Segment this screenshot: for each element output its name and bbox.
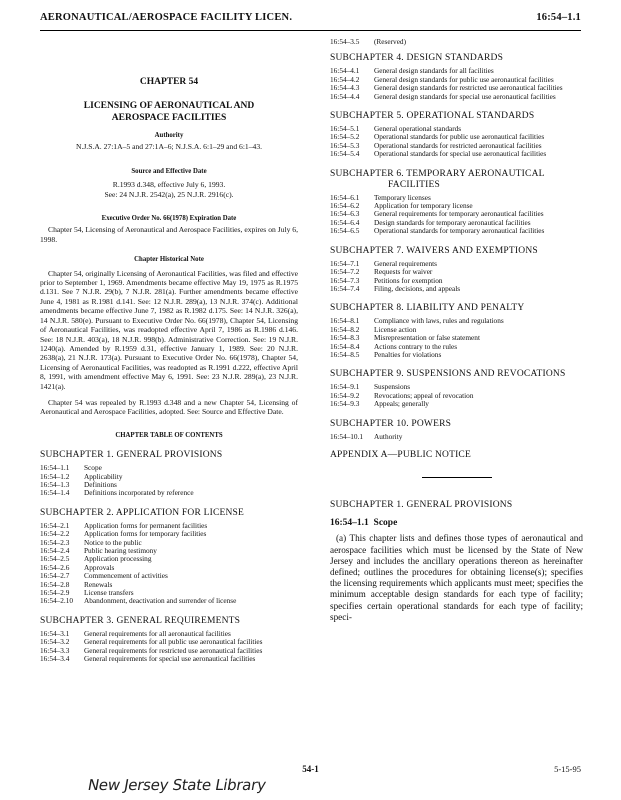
section-heading-number: 16:54–1.1: [330, 517, 369, 528]
list-item: [40, 473, 298, 481]
running-header: [40, 12, 581, 26]
toc-subchapter-6-list: [330, 194, 583, 236]
section-title: License action: [374, 324, 417, 334]
toc-subchapter-1-title: SUBCHAPTER 1. GENERAL PROVISIONS: [40, 450, 223, 461]
section-title: Misrepresentation or false statement: [374, 333, 480, 343]
list-item: [330, 317, 583, 325]
source-heading: Source and Effective Date: [131, 167, 207, 175]
toc-subchapter-4-title: SUBCHAPTER 4. DESIGN STANDARDS: [330, 53, 504, 64]
section-number: 16:54–3.5: [330, 37, 360, 46]
section-number: 16:54–6.3: [330, 209, 360, 219]
section-number: 16:54–6.4: [330, 217, 360, 227]
section-number: 16:54–3.1: [40, 628, 70, 638]
library-stamp: New Jersey State Library: [86, 776, 268, 794]
section-title: Revocations; appeal of revocation: [374, 390, 474, 400]
section-title: (Reserved): [374, 37, 407, 46]
section-number: 16:54–2.1: [40, 520, 70, 530]
section-title: Operational standards for public use aeronautical facilities: [374, 132, 545, 142]
section-number: 16:54–8.1: [330, 316, 360, 326]
toc-subchapter-1-list: [40, 464, 298, 498]
section-title: Compliance with laws, rules and regulations: [374, 316, 504, 326]
section-number: 16:54–4.2: [330, 74, 360, 84]
section-number: 16:54–1.1: [40, 463, 70, 473]
section-number: 16:54–6.1: [330, 192, 360, 202]
executive-order-heading: Executive Order No. 66(1978) Expiration Date: [101, 215, 237, 223]
toc-subchapter-9-title: SUBCHAPTER 9. SUSPENSIONS AND REVOCATIONS: [330, 369, 566, 380]
section-title: Penalties for violations: [374, 349, 442, 359]
section-number: 16:54–8.3: [330, 333, 360, 343]
executive-order-text: Chapter 54, Licensing of Aeronautical and Aerospace Facilities, expires on July 6, 1998.: [40, 225, 298, 244]
section-title: General requirements: [374, 258, 438, 268]
list-item: [40, 655, 298, 663]
left-column: [40, 38, 298, 663]
list-item: [330, 227, 583, 235]
section-title: General design standards for special use aeronautical facilities: [374, 91, 556, 101]
list-item: [40, 547, 298, 555]
toc-subchapter-5-title: SUBCHAPTER 5. OPERATIONAL STANDARDS: [330, 111, 535, 122]
section-number: 16:54–6.5: [330, 226, 360, 236]
toc-subchapter-4-list: [330, 67, 583, 101]
list-item: [40, 530, 298, 538]
section-title: Approvals: [84, 562, 115, 572]
section-title: Notice to the public: [84, 537, 142, 547]
section-number: 16:54–9.3: [330, 399, 360, 409]
section-number: 16:54–2.10: [40, 596, 74, 606]
historical-note-heading: Chapter Historical Note: [134, 256, 204, 264]
page-date: 5-15-95: [554, 764, 581, 774]
section-number: 16:54–1.2: [40, 471, 70, 481]
header-section-number: 16:54–1.1: [536, 12, 581, 23]
section-title: General design standards for all facilities: [374, 66, 494, 76]
section-title: Application for temporary license: [374, 201, 473, 211]
header-title: AERONAUTICAL/AEROSPACE FACILITY LICEN.: [40, 12, 293, 23]
list-item: [40, 489, 298, 497]
toc-subchapter-7-list: [330, 260, 583, 294]
section-number: 16:54–9.1: [330, 382, 360, 392]
toc-subchapter-7-title: SUBCHAPTER 7. WAIVERS AND EXEMPTIONS: [330, 245, 538, 256]
list-item: [330, 150, 583, 158]
right-column: [330, 38, 583, 623]
toc-subchapter-10-title: SUBCHAPTER 10. POWERS: [330, 418, 452, 429]
section-body-text: (a) This chapter lists and defines those types of aeronautical and aerospace facilities which must be licensed by the State of New Jersey and includes the ancillary operations thereon as hereinafter defined; outlines the procedures for obtaining license(s); specifies the licensing requirements which applicants must meet; specifies the minimum acceptable design standards for each type of facility; specifies certain operational standards for each type of facility; speci-: [330, 533, 583, 622]
section-number: 16:54–2.8: [40, 579, 70, 589]
chapter-number: CHAPTER 54: [139, 77, 199, 87]
section-title: Operational standards for restricted aeronautical facilities: [374, 140, 542, 150]
section-number: 16:54–4.1: [330, 66, 360, 76]
section-number: 16:54–3.2: [40, 637, 70, 647]
list-item: [330, 93, 583, 101]
list-item: [330, 260, 583, 268]
section-title: General requirements for all aeronautical facilities: [84, 628, 231, 638]
header-rule: [40, 30, 581, 31]
section-title: Scope: [84, 463, 102, 473]
toc-heading: CHAPTER TABLE OF CONTENTS: [115, 431, 223, 439]
section-number: 16:54–5.3: [330, 140, 360, 150]
list-item: [40, 555, 298, 563]
section-number: 16:54–9.2: [330, 390, 360, 400]
section-title: Suspensions: [374, 382, 411, 392]
section-title: General requirements for temporary aeronautical facilities: [374, 209, 544, 219]
section-number: 16:54–5.1: [330, 124, 360, 134]
section-number: 16:54–2.2: [40, 529, 70, 539]
section-number: 16:54–2.9: [40, 588, 70, 598]
toc-subchapter-3-title: SUBCHAPTER 3. GENERAL REQUIREMENTS: [40, 615, 241, 626]
section-number: 16:54–7.1: [330, 258, 360, 268]
section-title: Actions contrary to the rules: [374, 341, 458, 351]
list-item: [40, 564, 298, 572]
section-title: Application forms for permanent facilities: [84, 520, 208, 530]
chapter-title-line1: LICENSING OF AERONAUTICAL AND: [83, 101, 255, 111]
chapter-title-line2: AEROSPACE FACILITIES: [111, 113, 227, 123]
section-title: Definitions: [84, 479, 117, 489]
section-number: 16:54–3.3: [40, 645, 70, 655]
section-number: 16:54–3.4: [40, 654, 70, 664]
section-title: Authority: [374, 431, 403, 441]
toc-subchapter-8-title: SUBCHAPTER 8. LIABILITY AND PENALTY: [330, 303, 525, 314]
toc-subchapter-2-list: [40, 522, 298, 606]
section-number: 16:54–10.1: [330, 431, 364, 441]
section-number: 16:54–4.4: [330, 91, 360, 101]
section-title: General design standards for restricted use aeronautical facilities: [374, 83, 563, 93]
toc-subchapter-6-title: SUBCHAPTER 6. TEMPORARY AERONAUTICAL: [330, 168, 545, 179]
section-divider: [422, 477, 492, 478]
list-item: [330, 343, 583, 351]
section-number: 16:54–2.3: [40, 537, 70, 547]
section-number: 16:54–1.3: [40, 479, 70, 489]
section-title: Operational standards for special use aeronautical facilities: [374, 149, 547, 159]
section-title: Appeals; generally: [374, 399, 429, 409]
list-item: [40, 581, 298, 589]
section-title: Petitions for exemption: [374, 275, 443, 285]
toc-reserved-entry: [330, 38, 583, 46]
toc-subchapter-3-list: [40, 630, 298, 664]
section-title: Requests for waiver: [374, 267, 433, 277]
section-title: General operational standards: [374, 124, 462, 134]
list-item: [330, 433, 583, 441]
section-number: 16:54–2.7: [40, 571, 70, 581]
section-title: Filing, decisions, and appeals: [374, 283, 461, 293]
section-heading: [330, 519, 583, 528]
repeal-note-text: Chapter 54 was repealed by R.1993 d.348 and a new Chapter 54, Licensing of Aeronautical and Aerospace Facilities, adopted. See: Source and Effective Date.: [40, 397, 298, 417]
section-title: General design standards for public use aeronautical facilities: [374, 74, 554, 84]
list-item: [330, 351, 583, 359]
section-title: Commencement of activities: [84, 571, 168, 581]
section-number: 16:54–5.2: [330, 132, 360, 142]
section-number: 16:54–7.2: [330, 267, 360, 277]
toc-subchapter-9-list: [330, 383, 583, 408]
section-number: 16:54–8.5: [330, 349, 360, 359]
section-number: 16:54–6.2: [330, 201, 360, 211]
section-title: Applicability: [84, 471, 123, 481]
toc-subchapter-10-list: [330, 433, 583, 441]
list-item: [330, 400, 583, 408]
authority-text: N.J.S.A. 27:1A–5 and 27:1A–6; N.J.S.A. 6:1–29 and 6:1–43.: [75, 142, 263, 152]
section-number: 16:54–7.4: [330, 283, 360, 293]
section-number: 16:54–8.2: [330, 324, 360, 334]
section-title: Renewals: [84, 579, 113, 589]
section-heading-title: Scope: [373, 517, 398, 528]
section-title: Public hearing testimony: [84, 546, 157, 555]
section-title: Application processing: [84, 554, 152, 564]
list-item: [330, 38, 583, 46]
body-subchapter-1-title: SUBCHAPTER 1. GENERAL PROVISIONS: [330, 499, 513, 510]
list-item: [40, 464, 298, 472]
list-item: [330, 268, 583, 276]
section-title: Application forms for temporary facilities: [84, 529, 207, 539]
list-item: [40, 539, 298, 547]
section-title: Definitions incorporated by reference: [84, 488, 194, 498]
list-item: [40, 572, 298, 580]
historical-note-text: Chapter 54, originally Licensing of Aeronautical Facilities, was filed and effective prior to September 1, 1969. Amendments became effective May 19, 1975 as R.1975 d.131. See 7 N.J.R. 29(b), 7 N.J.R. 281(a). Further amendments became effective June 4, 1981 as R.1981 d.141. See: 12 N.J.R. 289(a), 13 N.J.R. 374(c). Additional amendments became effective June 7, 1982 as R.1982 d.175. See: 14 N.J.R. 326(a), 14 N.J.R. 580(e). Pursuant to Executive Order No. 66(1978), Chapter 54, Licensing of Aeronautical Facilities, was readopted effective April 7, 1986 as R.1986 d.146. See: 18 N.J.R. 403(a), 18 N.J.R. 998(b). Administrative Correction. See: 19 N.J.R. 1240(a). Amended by R.1959 d.31, effective January 1, 1989. See: 20 N.J.R. 2638(a), 21 N.J.R. 173(a). Pursuant to Executive Order No. 66(1978), Chapter 54, Licensing of Aeronautical Facilities, was readopted as R.1991 d.222, effective April 8, 1991, with amendment effective May 6, 1991. See: 23 N.J.R. 289(a), 23 N.J.R. 1421(a).: [40, 268, 298, 391]
section-title: Design standards for temporary aeronautical facilities: [374, 217, 531, 227]
section-number: 16:54–8.4: [330, 341, 360, 351]
section-title: Temporary licenses: [374, 192, 431, 202]
section-number: 16:54–2.4: [40, 546, 70, 555]
toc-subchapter-8-list: [330, 317, 583, 359]
section-title: Abandonment, deactivation and surrender of license: [84, 596, 237, 606]
toc-subchapter-2-title: SUBCHAPTER 2. APPLICATION FOR LICENSE: [40, 507, 245, 518]
section-title: General requirements for special use aeronautical facilities: [84, 654, 256, 664]
section-number: 16:54–2.6: [40, 562, 70, 572]
section-title: General requirements for all public use aeronautical facilities: [84, 637, 263, 647]
list-item: [40, 597, 298, 605]
authority-heading: Authority: [154, 132, 184, 139]
list-item: [330, 392, 583, 400]
section-number: 16:54–4.3: [330, 83, 360, 93]
toc-appendix-a: APPENDIX A—PUBLIC NOTICE: [330, 449, 471, 460]
section-title: General requirements for restricted use aeronautical facilities: [84, 645, 263, 655]
section-title: License transfers: [84, 588, 134, 598]
source-line2: See: 24 N.J.R. 2542(a), 25 N.J.R. 2916(c).: [104, 189, 234, 199]
source-line1: R.1993 d.348, effective July 6, 1993.: [112, 180, 226, 190]
page-number: 54-1: [302, 764, 319, 774]
section-number: 16:54–1.4: [40, 488, 70, 498]
toc-subchapter-5-list: [330, 125, 583, 159]
list-item: [330, 285, 583, 293]
section-number: 16:54–2.5: [40, 554, 70, 564]
toc-subchapter-6-title-cont: FACILITIES: [388, 179, 440, 190]
section-title: Operational standards for temporary aeronautical facilities: [374, 226, 545, 236]
section-number: 16:54–5.4: [330, 149, 360, 159]
section-number: 16:54–7.3: [330, 275, 360, 285]
